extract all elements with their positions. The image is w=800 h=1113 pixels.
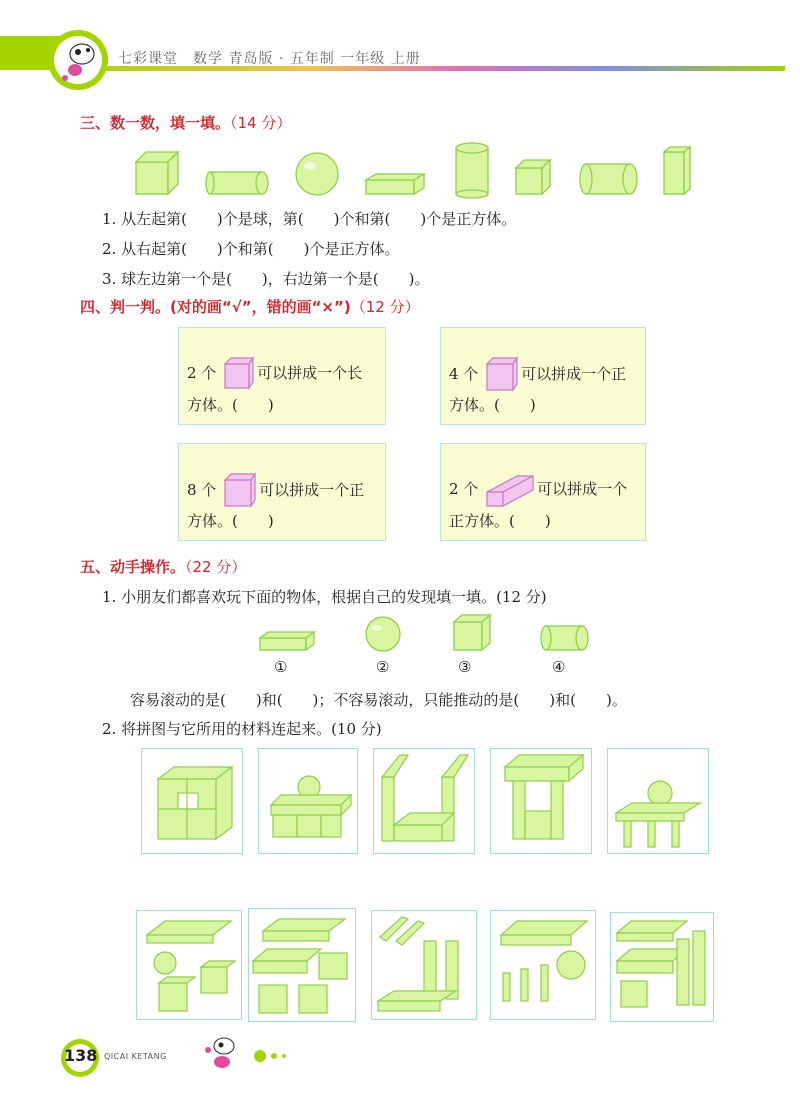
material-box-2[interactable]	[248, 908, 356, 1022]
section3-question-3: 3. 球左边第一个是( )，右边第一个是( )。	[102, 270, 430, 288]
card-text: 可以拼成一个正	[259, 481, 365, 499]
judge-card-2	[440, 327, 646, 425]
card-count: 2 个	[187, 364, 217, 382]
pink-cube-icon	[223, 472, 257, 510]
judge-card-line1	[187, 472, 364, 510]
judge-card-answer[interactable]: 方体。( )	[187, 512, 274, 530]
judge-card-answer[interactable]: 正方体。( )	[449, 512, 551, 530]
section4-title	[80, 296, 420, 317]
stool-figure	[491, 749, 591, 853]
ball-on-table-figure	[608, 749, 708, 853]
material-set-1	[137, 911, 241, 1019]
figure-box-5[interactable]	[607, 748, 709, 854]
cube-frame-figure	[142, 749, 242, 853]
figure-box-2[interactable]	[258, 748, 358, 854]
card-count: 4 个	[449, 365, 479, 383]
shape-flat-box-icon	[366, 174, 424, 194]
material-set-4	[491, 911, 595, 1019]
footer-mascot	[200, 1030, 300, 1074]
material-set-2	[249, 909, 355, 1021]
shape-sphere-icon	[296, 153, 338, 195]
judge-card-answer[interactable]: 方体。( )	[187, 396, 274, 414]
object-cube-icon	[454, 615, 490, 650]
figure-box-1[interactable]	[141, 748, 243, 854]
pink-cube-icon	[485, 356, 519, 394]
figure-box-4[interactable]	[490, 748, 592, 854]
section3-question-2: 2. 从右起第( )个和第( )个是正方体。	[102, 240, 400, 258]
section3-shapes	[130, 138, 700, 200]
section4-points: （12 分）	[350, 298, 420, 316]
shape-cylinder-lying-icon	[206, 172, 268, 194]
material-box-3[interactable]	[371, 910, 477, 1020]
header-title: 七彩课堂 数学 青岛版 · 五年制 一年级 上册	[118, 51, 421, 67]
material-box-1[interactable]	[136, 910, 242, 1020]
object-label-2: ②	[376, 658, 390, 676]
section5-question-2: 2. 将拼图与它所用的材料连起来。(10 分)	[102, 720, 382, 738]
object-label-3: ③	[458, 658, 472, 676]
judge-card-line1	[449, 356, 626, 394]
shape-cylinder-standing-icon	[456, 143, 488, 198]
material-box-4[interactable]	[490, 910, 596, 1020]
shape-tall-box-icon	[664, 147, 690, 194]
pink-cuboid-icon	[485, 472, 535, 508]
judge-card-3	[178, 443, 386, 541]
judge-card-line1	[449, 472, 627, 508]
section5-points: （22 分）	[185, 558, 247, 576]
mascot-footer-icon	[200, 1030, 300, 1074]
material-set-3	[372, 911, 476, 1019]
section3-points: （14 分）	[230, 114, 292, 132]
shape-cylinder-lying-2-icon	[580, 164, 637, 194]
section5-answer-line[interactable]: 容易滚动的是( )和( )；不容易滚动，只能推动的是( )和( )。	[130, 691, 627, 709]
u-shape-figure	[374, 749, 474, 853]
object-flat-box-icon	[260, 632, 314, 650]
object-label-4: ④	[552, 658, 566, 676]
table-with-ball-figure	[259, 749, 357, 853]
material-box-5[interactable]	[610, 912, 714, 1022]
object-sphere-icon	[366, 617, 400, 651]
judge-card-line1	[187, 356, 362, 392]
section5-objects	[250, 612, 600, 680]
pink-cube-icon	[223, 356, 255, 392]
card-text: 可以拼成一个	[537, 480, 628, 498]
section5-title-text: 五、动手操作。	[80, 558, 186, 576]
card-text: 可以拼成一个长	[257, 364, 363, 382]
section4-title-text: 四、判一判。(对的画“√”，错的画“×”)	[80, 298, 351, 316]
shape-cube-icon	[136, 152, 178, 194]
card-count: 8 个	[187, 481, 217, 499]
section5-question-1: 1. 小朋友们都喜欢玩下面的物体，根据自己的发现填一填。(12 分)	[102, 588, 547, 606]
page-number: 138	[64, 1046, 98, 1065]
shape-small-cube-icon	[516, 160, 550, 194]
footer-brand: QICAI KETANG	[104, 1052, 167, 1061]
card-text: 可以拼成一个正	[521, 365, 627, 383]
section3-title-text: 三、数一数，填一填。	[80, 114, 231, 132]
figure-box-3[interactable]	[373, 748, 475, 854]
object-cylinder-icon	[541, 626, 588, 650]
card-count: 2 个	[449, 480, 479, 498]
section5-title	[80, 556, 246, 577]
section3-question-1: 1. 从左起第( )个是球，第( )个和第( )个是正方体。	[102, 210, 517, 228]
judge-card-1	[178, 327, 386, 425]
material-set-5	[611, 913, 713, 1021]
object-label-1: ①	[274, 658, 288, 676]
judge-card-4	[440, 443, 646, 541]
section3-title	[80, 112, 291, 133]
judge-card-answer[interactable]: 方体。( )	[449, 396, 536, 414]
